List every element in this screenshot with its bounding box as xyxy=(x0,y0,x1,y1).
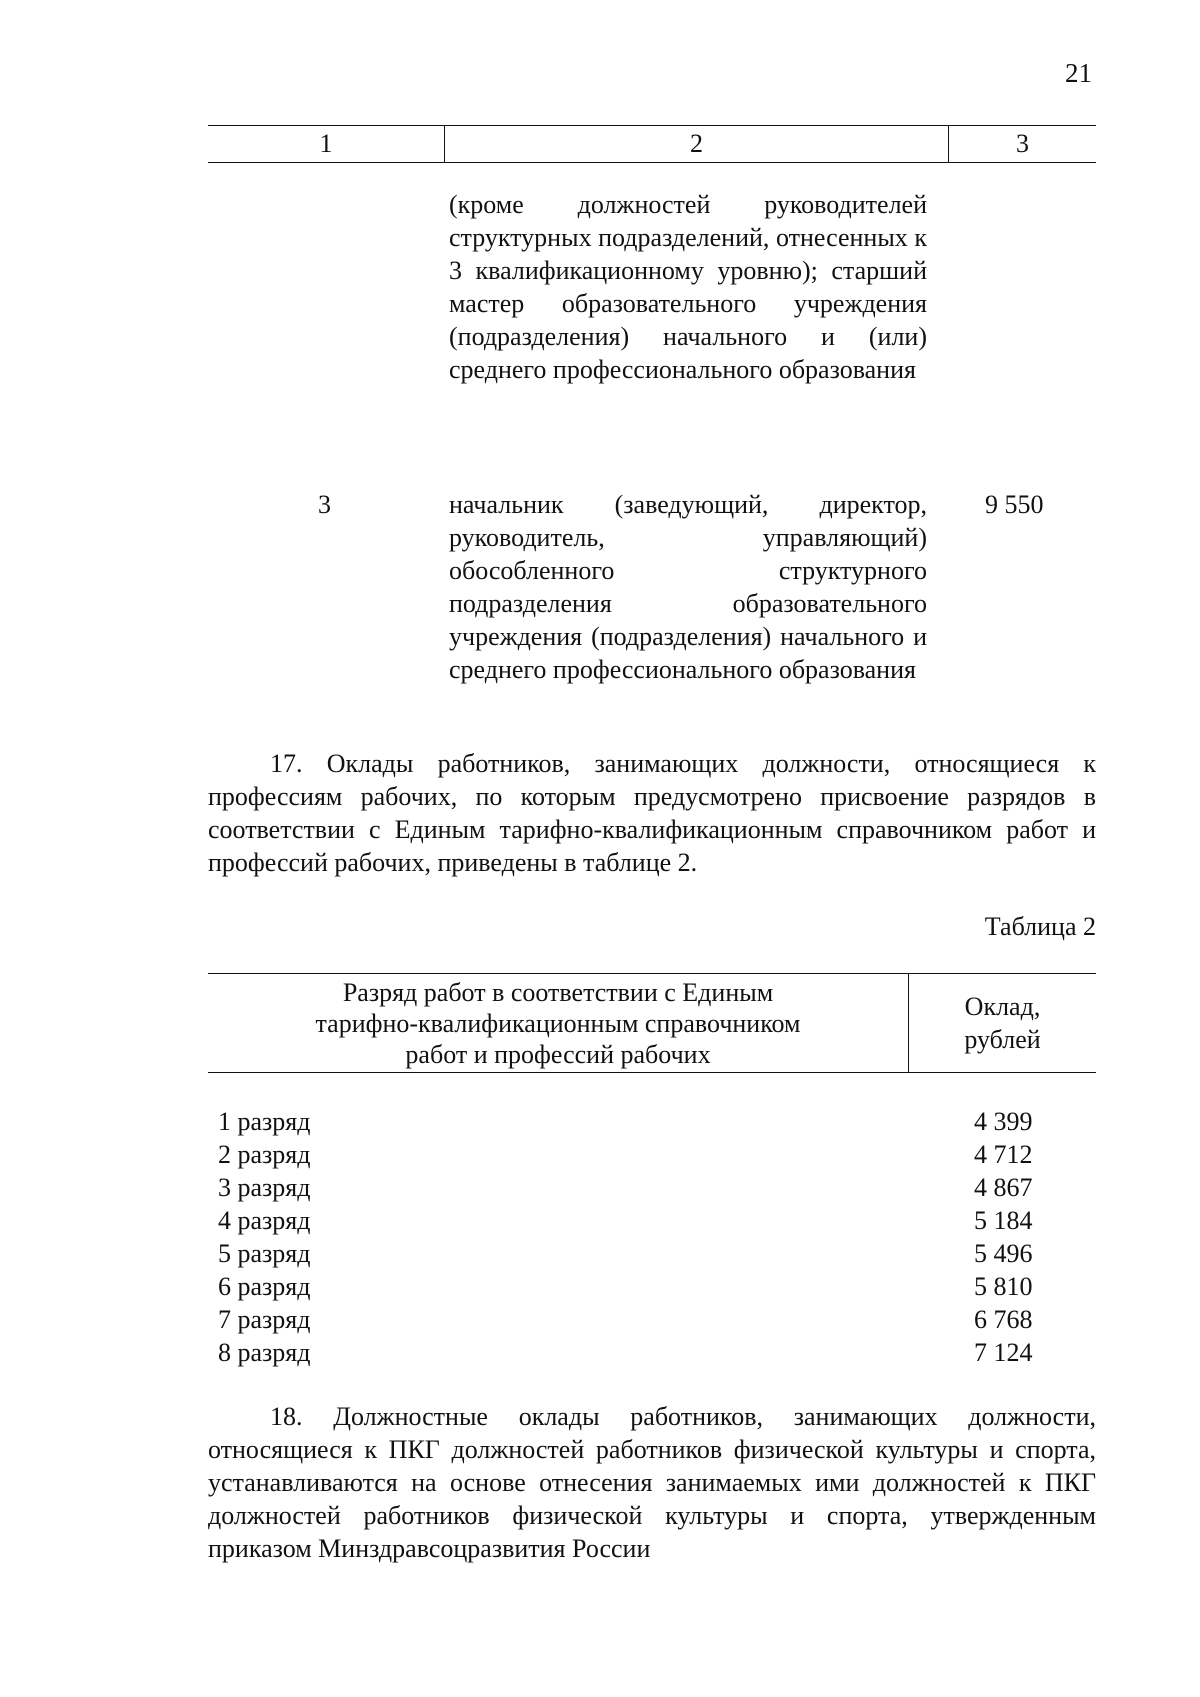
paragraph-17: 17. Оклады работников, занимающих должности, относящиеся к профессиям рабочих, по которым предусмотрено присвоение разрядов в соответствии с Единым тарифно-квалификационным справочником работ и профессий рабочих, приведены в таблице 2. xyxy=(208,749,1096,877)
table2-header-grade xyxy=(208,974,909,1072)
table-row xyxy=(218,1171,1038,1204)
table2-header-salary xyxy=(909,974,1096,1072)
grade-cell: 6 разряд xyxy=(218,1272,311,1301)
salary-cell: 5 496 xyxy=(974,1239,1033,1268)
table-row xyxy=(218,1270,1038,1303)
table-row xyxy=(218,1204,1038,1237)
salary-cell: 4 867 xyxy=(974,1173,1033,1202)
grade-cell: 7 разряд xyxy=(218,1305,311,1334)
grade-cell: 4 разряд xyxy=(218,1206,311,1235)
salary-cell: 4 712 xyxy=(974,1140,1033,1169)
table1-row2-description: начальник (заведующий, директор, руководитель, управляющий) обособленного структурного подразделения образовательного учреждения (подразделения) начального и среднего профессионального образования xyxy=(449,490,927,684)
grade-cell: 8 разряд xyxy=(218,1338,311,1367)
paragraph-18: 18. Должностные оклады работников, занимающих должности, относящиеся к ПКГ должностей работников физической культуры и спорта, устанавливаются на основе отнесения занимаемых ими должностей к ПКГ должностей работников физической культуры и спорта, утвержденным приказом Минздравсоцразвития России xyxy=(208,1402,1096,1563)
grade-cell: 2 разряд xyxy=(218,1140,311,1169)
table2-header-row xyxy=(208,973,1096,1073)
table1-header-row xyxy=(208,125,1096,163)
table-row xyxy=(218,1237,1038,1270)
page-number: 21 xyxy=(1065,58,1092,88)
table2-caption: Таблица 2 xyxy=(984,912,1096,941)
table1-row2-salary: 9 550 xyxy=(985,490,1044,519)
salary-cell: 7 124 xyxy=(974,1338,1033,1367)
table1-header-col3: 3 xyxy=(1016,129,1029,158)
salary-cell: 4 399 xyxy=(974,1107,1033,1136)
table1-header-col2: 2 xyxy=(445,126,949,162)
table2-body xyxy=(218,1105,1038,1369)
grade-cell: 3 разряд xyxy=(218,1173,311,1202)
table2-header-grade-text: Разряд работ в соответствии с Единым тарифно-квалификационным справочником работ и профессий рабочих xyxy=(315,977,801,1069)
table1-row1-description: (кроме должностей руководителей структурных подразделений, отнесенных к 3 квалификационному уровню); старший мастер образовательного учреждения (подразделения) начального и (или) среднего профессионального образования xyxy=(449,190,927,384)
table-row xyxy=(218,1336,1038,1369)
table1-header-col1: 1 xyxy=(208,126,445,162)
salary-cell: 5 810 xyxy=(974,1272,1033,1301)
table2-header-salary-text: Оклад, рублей xyxy=(964,992,1041,1054)
salary-cell: 6 768 xyxy=(974,1305,1033,1334)
table-row xyxy=(218,1303,1038,1336)
grade-cell: 5 разряд xyxy=(218,1239,311,1268)
table1-continuation xyxy=(208,125,1096,163)
table-row xyxy=(218,1138,1038,1171)
table-row xyxy=(218,1105,1038,1138)
grade-cell: 1 разряд xyxy=(218,1107,311,1136)
table1-row2-level: 3 xyxy=(318,490,331,519)
salary-cell: 5 184 xyxy=(974,1206,1033,1235)
